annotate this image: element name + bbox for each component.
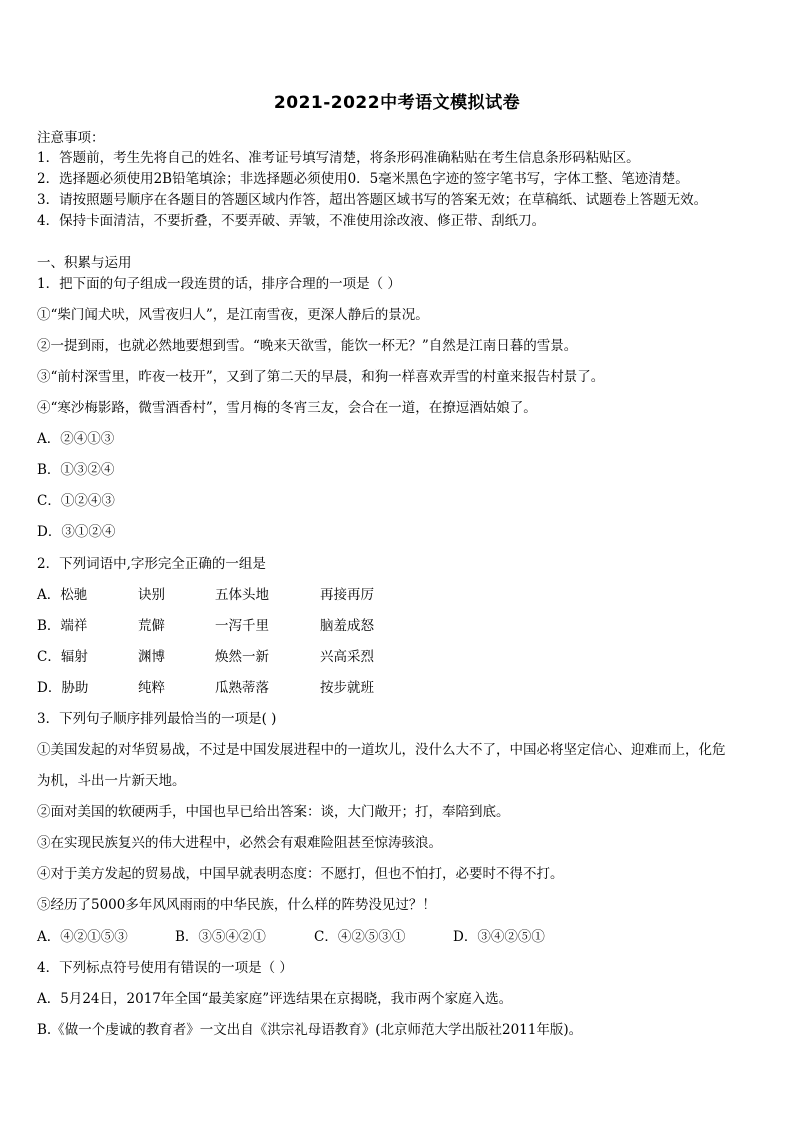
q2-b-word-2: 荒僻 — [138, 618, 165, 634]
q3-stem: 3．下列句子顺序排列最恰当的一项是( ) — [37, 711, 277, 727]
q2-a-word-1: A．松驰 — [37, 587, 88, 603]
q4-stem: 4．下列标点符号使用有错误的一项是（ ） — [37, 960, 293, 976]
q2-d-word-3: 瓜熟蒂落 — [215, 680, 269, 696]
q2-stem: 2．下列词语中,字形完全正确的一组是 — [37, 556, 266, 572]
q1-sentence-3: ③“前村深雪里，昨夜一枝开”，又到了第二天的早晨，和狗一样喜欢弄雪的村童来报告村景了。 — [37, 369, 605, 385]
notice-heading: 注意事项： — [37, 130, 105, 146]
q2-b-word-4: 脑羞成怒 — [320, 618, 374, 634]
q3-sentence-3: ③在实现民族复兴的伟大进程中，必然会有艰难险阻甚至惊涛骇浪。 — [37, 835, 442, 851]
q2-c-word-3: 焕然一新 — [215, 649, 269, 665]
page-title: 2021-2022中考语文模拟试卷 — [273, 93, 521, 113]
notice-item-1: 1．答题前，考生先将自己的姓名、准考证号填写清楚，将条形码准确粘贴在考生信息条形码粘贴区。 — [37, 150, 640, 166]
q1-sentence-2: ②一提到雨，也就必然地要想到雪。“晚来天欲雪，能饮一杯无？”自然是江南日暮的雪景。 — [37, 338, 578, 354]
q2-c-word-4: 兴高采烈 — [320, 649, 374, 665]
q3-option-b: B．③⑤④②① — [175, 929, 266, 945]
q2-d-word-1: D．胁助 — [37, 680, 89, 696]
q2-a-word-4: 再接再厉 — [320, 587, 374, 603]
q2-b-word-1: B．端祥 — [37, 618, 88, 634]
q3-sentence-1b: 为机，斗出一片新天地。 — [37, 773, 186, 789]
q1-option-a: A．②④①③ — [37, 431, 115, 447]
q3-sentence-2: ②面对美国的软硬两手，中国也早已给出答案：谈，大门敞开；打，奉陪到底。 — [37, 804, 510, 820]
q1-option-c: C．①②④③ — [37, 493, 115, 509]
q3-sentence-1a: ①美国发起的对华贸易战，不过是中国发展进程中的一道坎儿，没什么大不了，中国必将坚定信心、迎难而上，化危 — [37, 742, 726, 758]
section-heading: 一、积累与运用 — [37, 255, 132, 271]
q3-sentence-4: ④对于美方发起的贸易战，中国早就表明态度：不愿打，但也不怕打，必要时不得不打。 — [37, 866, 564, 882]
q3-option-d: D．③④②⑤① — [453, 929, 545, 945]
q4-option-a: A．5月24日，2017年全国“最美家庭”评选结果在京揭晓，我市两个家庭入选。 — [37, 991, 513, 1007]
q4-option-b: B.《做一个虔诚的教育者》一文出自《洪宗礼母语教育》(北京师范大学出版社2011年版)。 — [37, 1022, 583, 1038]
q3-sentence-5: ⑤经历了5000多年风风雨雨的中华民族，什么样的阵势没见过？！ — [37, 897, 436, 913]
q2-c-word-1: C．辐射 — [37, 649, 88, 665]
q2-d-word-4: 按步就班 — [320, 680, 374, 696]
q2-c-word-2: 渊博 — [138, 649, 165, 665]
q1-option-b: B．①③②④ — [37, 462, 115, 478]
q2-a-word-3: 五体头地 — [215, 587, 269, 603]
q2-d-word-2: 纯粹 — [138, 680, 165, 696]
q3-option-c: C．④②⑤③① — [314, 929, 406, 945]
q1-sentence-4: ④“寒沙梅影路，微雪酒香村”，雪月梅的冬宵三友，会合在一道，在撩逗酒姑娘了。 — [37, 400, 537, 416]
notice-item-4: 4．保持卡面清洁，不要折叠，不要弄破、弄皱，不准使用涂改液、修正带、刮纸刀。 — [37, 213, 546, 229]
q1-stem: 1．把下面的句子组成一段连贯的话，排序合理的一项是（ ） — [37, 276, 401, 292]
q2-b-word-3: 一泻千里 — [215, 618, 269, 634]
notice-item-3: 3．请按照题号顺序在各题目的答题区域内作答，超出答题区域书写的答案无效；在草稿纸、试题卷上答题无效。 — [37, 192, 708, 208]
notice-item-2: 2．选择题必须使用2B铅笔填涂；非选择题必须使用0．5毫米黑色字迹的签字笔书写，字体工整、笔迹清楚。 — [37, 171, 689, 187]
q1-option-d: D．③①②④ — [37, 524, 116, 540]
q3-option-a: A．④②①⑤③ — [37, 929, 128, 945]
q1-sentence-1: ①“柴门闻犬吠，风雪夜归人”，是江南雪夜，更深人静后的景况。 — [37, 307, 429, 323]
q2-a-word-2: 诀别 — [138, 587, 165, 603]
